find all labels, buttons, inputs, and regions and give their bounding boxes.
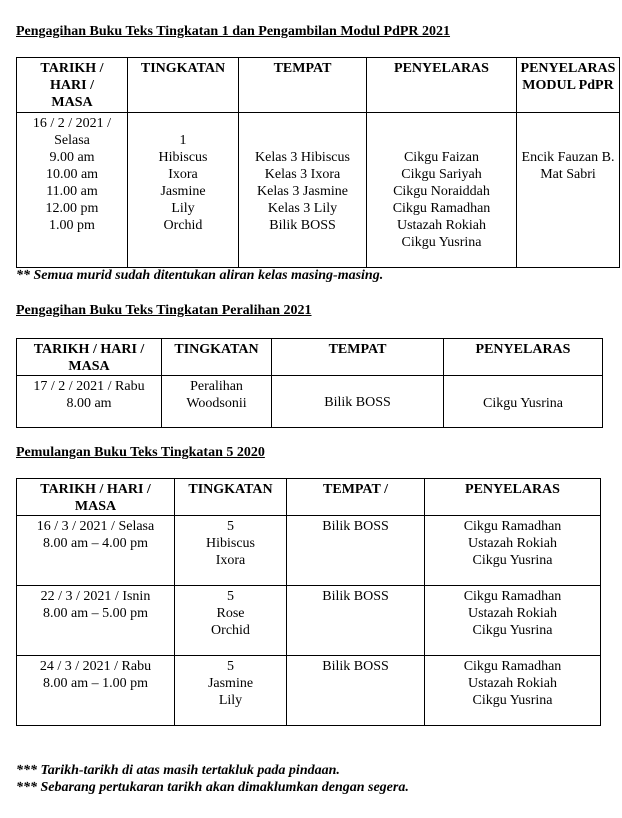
header-penyelaras: PENYELARAS <box>444 339 603 376</box>
header-tingkatan: TINGKATAN <box>162 339 272 376</box>
section3-table <box>16 478 601 726</box>
cell-penyelaras: Cikgu Yusrina <box>444 376 603 428</box>
table-header-row <box>17 58 620 113</box>
cell-tempat: Bilik BOSS <box>287 586 425 656</box>
cell-tingkatan: Peralihan Woodsonii <box>162 376 272 428</box>
table-header-row <box>17 339 603 376</box>
table-row <box>17 586 601 656</box>
cell-tingkatan: 5 Hibiscus Ixora <box>175 516 287 586</box>
section2-title: Pengagihan Buku Teks Tingkatan Peralihan 2021 <box>16 303 312 318</box>
cell-date: 16 / 3 / 2021 / Selasa 8.00 am – 4.00 pm <box>17 516 175 586</box>
cell-tempat: Bilik BOSS <box>287 656 425 726</box>
cell-tingkatan: 1 Hibiscus Ixora Jasmine Lily Orchid <box>128 113 239 268</box>
cell-tempat: Bilik BOSS <box>272 376 444 428</box>
header-penyelaras: PENYELARAS <box>425 479 601 516</box>
header-tempat: TEMPAT <box>239 58 367 113</box>
footnote-1: *** Tarikh-tarikh di atas masih tertakluk pada pindaan. <box>16 763 340 778</box>
cell-date: 16 / 2 / 2021 / Selasa 9.00 am 10.00 am 11.00 am 12.00 pm 1.00 pm <box>17 113 128 268</box>
cell-penyelaras: Cikgu Ramadhan Ustazah Rokiah Cikgu Yusrina <box>425 656 601 726</box>
cell-tingkatan: 5 Jasmine Lily <box>175 656 287 726</box>
table-header-row <box>17 479 601 516</box>
header-penyelaras: PENYELARAS <box>367 58 517 113</box>
cell-penyelaras: Cikgu Ramadhan Ustazah Rokiah Cikgu Yusrina <box>425 516 601 586</box>
cell-penyelaras: Cikgu Faizan Cikgu Sariyah Cikgu Noraiddah Cikgu Ramadhan Ustazah Rokiah Cikgu Yusrina <box>367 113 517 268</box>
cell-tingkatan: 5 Rose Orchid <box>175 586 287 656</box>
cell-modul: Encik Fauzan B. Mat Sabri <box>517 113 620 268</box>
table-row <box>17 516 601 586</box>
section1-table <box>16 57 620 268</box>
header-tarikh: TARIKH / HARI / MASA <box>17 339 162 376</box>
header-tarikh: TARIKH / HARI / MASA <box>17 58 128 113</box>
header-tempat: TEMPAT / <box>287 479 425 516</box>
section2-table <box>16 338 603 428</box>
table-row <box>17 113 620 268</box>
section1-title: Pengagihan Buku Teks Tingkatan 1 dan Pengambilan Modul PdPR 2021 <box>16 24 451 39</box>
header-tingkatan: TINGKATAN <box>128 58 239 113</box>
table-row <box>17 656 601 726</box>
section3-title: Pemulangan Buku Teks Tingkatan 5 2020 <box>16 445 265 460</box>
cell-date: 22 / 3 / 2021 / Isnin 8.00 am – 5.00 pm <box>17 586 175 656</box>
header-tarikh: TARIKH / HARI / MASA <box>17 479 175 516</box>
cell-penyelaras: Cikgu Ramadhan Ustazah Rokiah Cikgu Yusrina <box>425 586 601 656</box>
header-penyelaras-modul: PENYELARAS MODUL PdPR <box>517 58 620 113</box>
section1-note: ** Semua murid sudah ditentukan aliran kelas masing-masing. <box>16 268 384 283</box>
table-row <box>17 376 603 428</box>
cell-date: 24 / 3 / 2021 / Rabu 8.00 am – 1.00 pm <box>17 656 175 726</box>
cell-tempat: Bilik BOSS <box>287 516 425 586</box>
footnote-2: *** Sebarang pertukaran tarikh akan dimaklumkan dengan segera. <box>16 780 409 795</box>
header-tempat: TEMPAT <box>272 339 444 376</box>
header-tingkatan: TINGKATAN <box>175 479 287 516</box>
cell-date: 17 / 2 / 2021 / Rabu 8.00 am <box>17 376 162 428</box>
cell-tempat: Kelas 3 Hibiscus Kelas 3 Ixora Kelas 3 Jasmine Kelas 3 Lily Bilik BOSS <box>239 113 367 268</box>
